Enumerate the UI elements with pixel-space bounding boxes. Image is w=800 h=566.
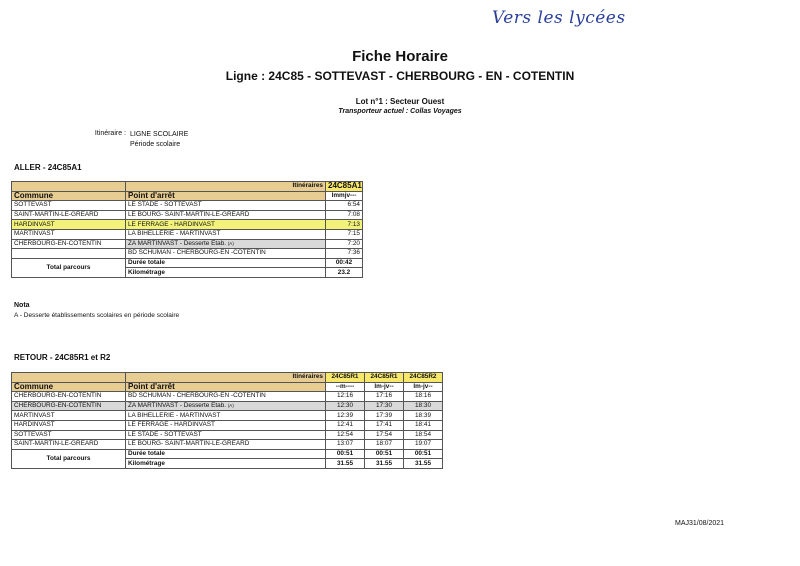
aller-header-row-1 xyxy=(12,182,363,192)
time-cell: 12:16 xyxy=(326,392,365,402)
footnote-marker: (A) xyxy=(227,403,234,409)
commune-cell: SOTTEVAST xyxy=(12,201,126,211)
time-cell: 18:30 xyxy=(404,401,443,411)
time-cell: 18:16 xyxy=(404,392,443,402)
commune-cell: MARTINVAST xyxy=(12,229,126,239)
commune-cell: HARDINVAST xyxy=(12,220,126,230)
time-cell: 18:41 xyxy=(404,420,443,430)
duration-value: 00:51 xyxy=(365,449,404,459)
retour-col-stop: Point d'arrêt xyxy=(126,382,326,392)
km-value: 23.2 xyxy=(326,268,363,278)
stop-cell: LE STADE - SOTTEVAST xyxy=(126,430,326,440)
itinerary-value xyxy=(130,130,188,150)
retour-code: 24C85R2 xyxy=(404,373,443,383)
retour-table xyxy=(11,372,443,469)
stop-cell: BD SCHUMAN - CHERBOURG-EN -COTENTIN xyxy=(126,392,326,402)
commune-cell: CHERBOURG-EN-COTENTIN xyxy=(12,239,126,249)
aller-code: 24C85A1 xyxy=(326,182,363,192)
retour-header-row-2 xyxy=(12,382,443,392)
time-cell: 17:41 xyxy=(365,420,404,430)
km-value: 31.55 xyxy=(326,459,365,469)
time-cell: 17:30 xyxy=(365,401,404,411)
update-date: MAJ31/08/2021 xyxy=(675,520,725,527)
aller-days: lmmjv--- xyxy=(326,191,363,201)
table-row xyxy=(12,430,443,440)
note-title: Nota xyxy=(14,302,30,309)
time-cell: 17:54 xyxy=(365,430,404,440)
table-row xyxy=(12,239,363,249)
commune-cell: MARTINVAST xyxy=(12,411,126,421)
duration-row xyxy=(12,258,363,268)
duration-value: 00:51 xyxy=(404,449,443,459)
table-row xyxy=(12,201,363,211)
commune-cell: CHERBOURG-EN-COTENTIN xyxy=(12,392,126,402)
stop-cell: LA BIHELLERIE - MARTINVAST xyxy=(126,411,326,421)
time-cell: 18:54 xyxy=(404,430,443,440)
retour-code: 24C85R1 xyxy=(326,373,365,383)
retour-days: --m---- xyxy=(326,382,365,392)
total-label: Total parcours xyxy=(12,449,126,468)
commune-cell: SAINT-MARTIN-LE-GREARD xyxy=(12,210,126,220)
stop-cell: BD SCHUMAN - CHERBOURG-EN -COTENTIN xyxy=(126,249,326,259)
stop-name: ZA MARTINVAST - Desserte Etab. xyxy=(128,239,227,247)
table-row xyxy=(12,249,363,259)
stop-cell: LE FERRAGE - HARDINVAST xyxy=(126,420,326,430)
line-subtitle: Ligne : 24C85 - SOTTEVAST - CHERBOURG - EN - COTENTIN xyxy=(225,69,575,83)
retour-section-title: RETOUR - 24C85R1 et R2 xyxy=(14,353,111,362)
km-label: Kilométrage xyxy=(126,459,326,469)
time-cell: 12:30 xyxy=(326,401,365,411)
aller-itineraries-label: Itinéraires xyxy=(126,182,326,192)
km-value: 31.55 xyxy=(404,459,443,469)
time-cell: 6:54 xyxy=(326,201,363,211)
table-row xyxy=(12,392,443,402)
retour-days: lm-jv-- xyxy=(404,382,443,392)
footnote-marker: (A) xyxy=(227,240,234,246)
itinerary-type: LIGNE SCOLAIRE xyxy=(130,131,189,138)
time-cell: 7:13 xyxy=(326,220,363,230)
stop-cell xyxy=(126,239,326,249)
commune-cell: HARDINVAST xyxy=(12,420,126,430)
stop-name: ZA MARTINVAST - Desserte Etab. xyxy=(128,402,227,410)
table-row xyxy=(12,401,443,411)
retour-header-row-1 xyxy=(12,373,443,383)
km-label: Kilométrage xyxy=(126,268,326,278)
itinerary-period: Période scolaire xyxy=(130,141,181,148)
retour-header-blank xyxy=(12,373,126,383)
duration-row xyxy=(12,449,443,459)
table-row xyxy=(12,420,443,430)
retour-days: lm-jv-- xyxy=(365,382,404,392)
time-cell: 18:39 xyxy=(404,411,443,421)
aller-header-blank xyxy=(12,182,126,192)
time-cell: 12:41 xyxy=(326,420,365,430)
km-value: 31.55 xyxy=(365,459,404,469)
table-row xyxy=(12,210,363,220)
time-cell: 12:39 xyxy=(326,411,365,421)
table-row xyxy=(12,229,363,239)
carrier-label: Transporteur actuel : Collas Voyages xyxy=(338,108,462,115)
page-title: Fiche Horaire xyxy=(352,48,448,65)
stop-cell: LE BOURG- SAINT-MARTIN-LE-GREARD xyxy=(126,210,326,220)
stop-cell: LE BOURG- SAINT-MARTIN-LE-GREARD xyxy=(126,440,326,450)
retour-col-commune: Commune xyxy=(12,382,126,392)
commune-cell: CHERBOURG-EN-COTENTIN xyxy=(12,401,126,411)
duration-label: Durée totale xyxy=(126,258,326,268)
stop-cell: LE STADE - SOTTEVAST xyxy=(126,201,326,211)
aller-col-commune: Commune xyxy=(12,191,126,201)
time-cell: 19:07 xyxy=(404,440,443,450)
time-cell: 18:07 xyxy=(365,440,404,450)
commune-cell xyxy=(12,249,126,259)
table-row xyxy=(12,440,443,450)
duration-value: 00:51 xyxy=(326,449,365,459)
retour-code: 24C85R1 xyxy=(365,373,404,383)
table-row xyxy=(12,411,443,421)
handwritten-note: Vers les lycées xyxy=(492,8,626,28)
aller-section-title: ALLER - 24C85A1 xyxy=(14,163,82,172)
commune-cell: SOTTEVAST xyxy=(12,430,126,440)
aller-col-stop: Point d'arrêt xyxy=(126,191,326,201)
time-cell: 13:07 xyxy=(326,440,365,450)
total-label: Total parcours xyxy=(12,258,126,277)
lot-label: Lot n°1 : Secteur Ouest xyxy=(355,97,445,106)
note-text: A - Desserte établissements scolaires en période scolaire xyxy=(14,312,180,319)
retour-itineraries-label: Itinéraires xyxy=(126,373,326,383)
time-cell: 12:54 xyxy=(326,430,365,440)
duration-value: 00:42 xyxy=(326,258,363,268)
time-cell: 17:16 xyxy=(365,392,404,402)
commune-cell: SAINT-MARTIN-LE-GREARD xyxy=(12,440,126,450)
duration-label: Durée totale xyxy=(126,449,326,459)
stop-cell: LA BIHELLERIE - MARTINVAST xyxy=(126,229,326,239)
time-cell: 7:08 xyxy=(326,210,363,220)
aller-header-row-2 xyxy=(12,191,363,201)
stop-cell: LE FERRAGE - HARDINVAST xyxy=(126,220,326,230)
time-cell: 7:20 xyxy=(326,239,363,249)
time-cell: 17:39 xyxy=(365,411,404,421)
time-cell: 7:36 xyxy=(326,249,363,259)
table-row-highlighted xyxy=(12,220,363,230)
aller-table xyxy=(11,181,363,278)
itinerary-label: Itinéraire : xyxy=(94,130,126,137)
time-cell: 7:15 xyxy=(326,229,363,239)
stop-cell xyxy=(126,401,326,411)
